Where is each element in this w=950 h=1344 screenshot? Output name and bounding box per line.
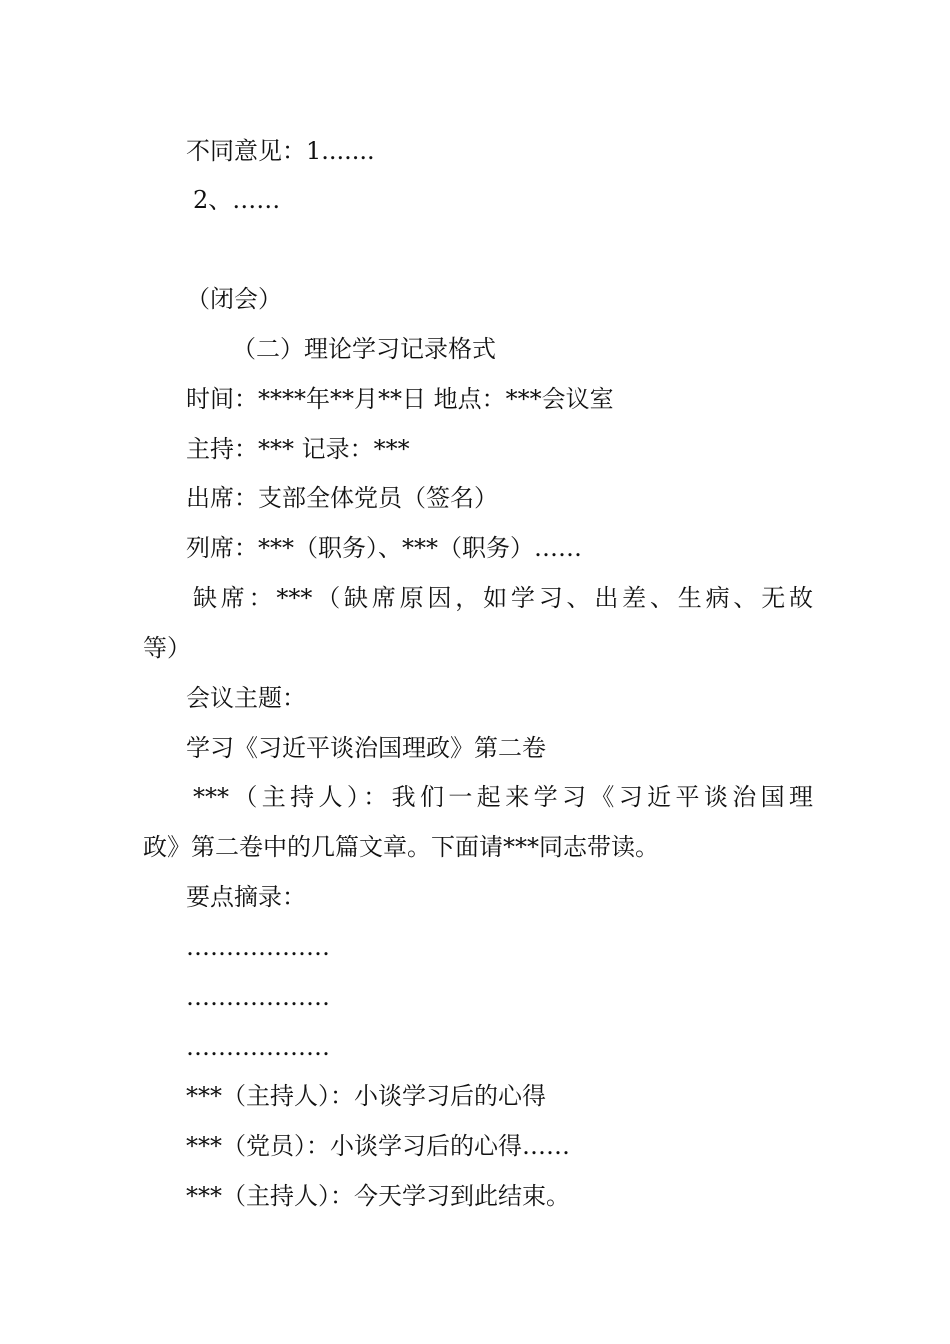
attendees-line: 出席：支部全体党员（签名） [186,484,498,512]
dissent-line-2: 2、…… [193,186,281,214]
observers-line: 列席：***（职务）、***（职务）…… [186,534,582,562]
section-heading: （二）理论学习记录格式 [232,335,496,363]
member-reflection-line: ***（党员）：小谈学习后的心得…… [186,1132,570,1160]
host-reflection-line: ***（主持人）：小谈学习后的心得 [186,1082,546,1110]
host-intro-line: ***（主持人）：我们一起来学习《习近平谈治国理 [193,783,813,811]
dissent-line-1: 不同意见：1....... [186,137,375,165]
key-points-label: 要点摘录： [186,883,306,911]
absentees-line-continued: 等） [143,634,191,662]
meeting-topic-label: 会议主题： [186,684,306,712]
key-point-placeholder-2: ……………… [186,983,330,1011]
host-intro-line-continued: 政》第二卷中的几篇文章。下面请***同志带读。 [143,833,659,861]
key-point-placeholder-1: ……………… [186,933,330,961]
meeting-topic: 学习《习近平谈治国理政》第二卷 [186,734,546,762]
absentees-line: 缺席：***（缺席原因，如学习、出差、生病、无故 [193,584,813,612]
meeting-close-line: （闭会） [186,285,282,313]
host-recorder-line: 主持：*** 记录：*** [186,435,410,463]
key-point-placeholder-3: ……………… [186,1033,330,1061]
time-location-line: 时间：****年**月**日 地点：***会议室 [186,385,614,413]
closing-line: ***（主持人）：今天学习到此结束。 [186,1182,570,1210]
